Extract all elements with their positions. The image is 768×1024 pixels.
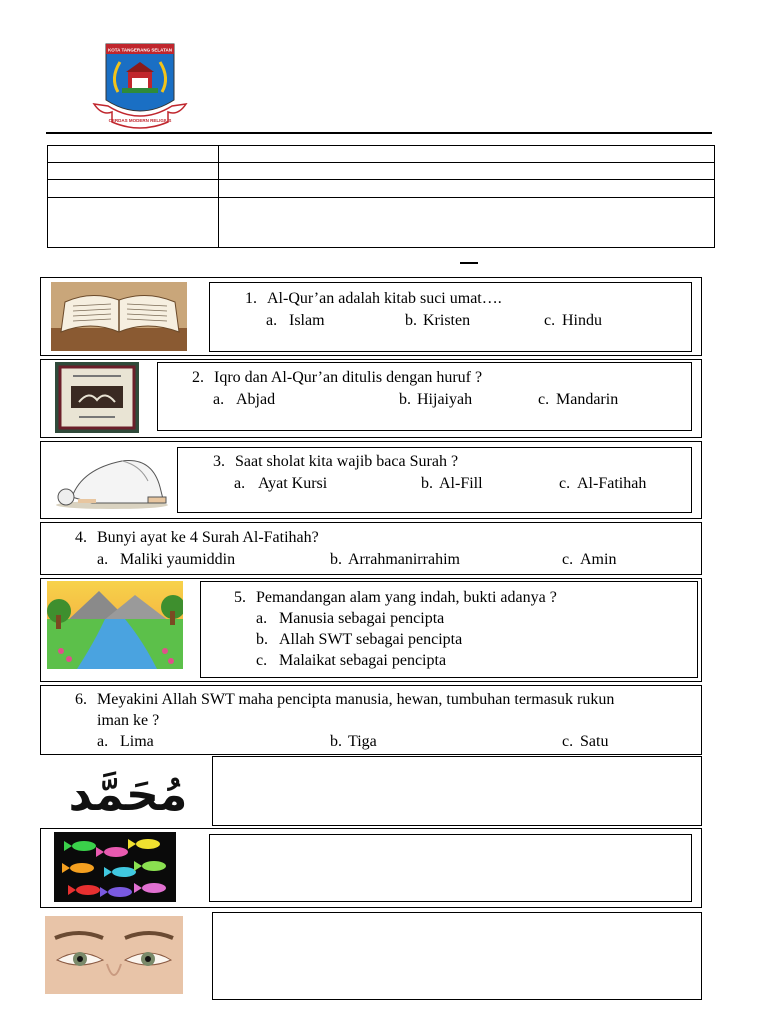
emblem-top-text: KOTA TANGERANG SELATAN: [108, 47, 172, 53]
question-number: 5.: [234, 589, 246, 606]
option-text[interactable]: Islam: [289, 312, 325, 329]
answer-box-1[interactable]: [212, 756, 702, 826]
option-letter[interactable]: c.: [538, 391, 550, 408]
identity-value-cell[interactable]: [219, 163, 715, 180]
option-text[interactable]: Allah SWT sebagai pencipta: [279, 631, 463, 648]
option-text[interactable]: Tiga: [348, 733, 377, 750]
option-letter[interactable]: a.: [266, 312, 278, 329]
question-text: Iqro dan Al-Qur’an ditulis dengan huruf ?: [214, 369, 483, 386]
identity-label-cell: [48, 198, 219, 248]
question-3: [0, 451, 768, 495]
question-number: 3.: [213, 453, 225, 470]
option-letter[interactable]: c.: [562, 733, 574, 750]
identity-value-cell[interactable]: [219, 146, 715, 163]
identity-value-cell[interactable]: [219, 198, 715, 248]
section-dash: [460, 262, 478, 264]
answer-box-3[interactable]: [212, 912, 702, 1000]
option-letter[interactable]: b.: [256, 631, 268, 648]
identity-label-cell: [48, 146, 219, 163]
question-1: [0, 288, 768, 332]
option-text[interactable]: Hindu: [562, 312, 602, 329]
eyes-icon: [45, 916, 183, 994]
option-text[interactable]: Manusia sebagai pencipta: [279, 610, 445, 627]
option-letter[interactable]: a.: [256, 610, 268, 627]
option-letter[interactable]: c.: [562, 551, 574, 568]
option-letter[interactable]: b.: [330, 733, 342, 750]
question-number: 4.: [75, 529, 87, 546]
emblem-bottom-text: CERDAS MODERN RELIGIUS: [108, 118, 172, 123]
option-letter[interactable]: a.: [213, 391, 225, 408]
school-emblem: [92, 42, 188, 132]
option-text[interactable]: Ayat Kursi: [258, 475, 328, 492]
option-text[interactable]: Al-Fatihah: [577, 475, 647, 492]
question-text: iman ke ?: [97, 712, 160, 729]
answer-box-2[interactable]: [209, 834, 692, 902]
option-letter[interactable]: b.: [421, 475, 433, 492]
option-text[interactable]: Lima: [120, 733, 154, 750]
question-6: [0, 689, 768, 753]
identity-value-cell[interactable]: [219, 180, 715, 198]
option-letter[interactable]: a.: [234, 475, 246, 492]
question-text: Bunyi ayat ke 4 Surah Al-Fatihah?: [97, 529, 319, 546]
option-letter[interactable]: c.: [256, 652, 268, 669]
option-text[interactable]: Hijaiyah: [417, 391, 473, 408]
question-2: [0, 367, 768, 411]
fish-icon: [54, 832, 176, 902]
option-text[interactable]: Al-Fill: [439, 475, 483, 492]
header-divider: [46, 132, 712, 134]
option-text[interactable]: Arrahmanirrahim: [348, 551, 460, 568]
option-letter[interactable]: a.: [97, 733, 109, 750]
question-text: Meyakini Allah SWT maha pencipta manusia, hewan, tumbuhan termasuk rukun: [97, 691, 615, 708]
question-4: [0, 527, 768, 571]
option-letter[interactable]: b.: [405, 312, 417, 329]
option-text[interactable]: Mandarin: [556, 391, 619, 408]
option-text[interactable]: Amin: [580, 551, 617, 568]
identity-label-cell: [48, 163, 219, 180]
identity-label-cell: [48, 180, 219, 198]
question-text: Pemandangan alam yang indah, bukti adanya ?: [256, 589, 557, 606]
question-5: [0, 587, 768, 675]
option-letter[interactable]: a.: [97, 551, 109, 568]
option-text[interactable]: Kristen: [423, 312, 471, 329]
option-letter[interactable]: c.: [544, 312, 556, 329]
option-letter[interactable]: b.: [399, 391, 411, 408]
option-text[interactable]: Malaikat sebagai pencipta: [279, 652, 447, 669]
question-number: 1.: [245, 290, 257, 307]
option-letter[interactable]: c.: [559, 475, 571, 492]
option-letter[interactable]: b.: [330, 551, 342, 568]
option-text[interactable]: Satu: [580, 733, 609, 750]
question-number: 6.: [75, 691, 87, 708]
option-text[interactable]: Maliki yaumiddin: [120, 551, 236, 568]
calligraphy-text: مُحَمَّد: [68, 767, 188, 821]
muhammad-calligraphy-icon: [40, 758, 210, 826]
identity-table: [47, 145, 715, 248]
question-text: Saat sholat kita wajib baca Surah ?: [235, 453, 459, 470]
question-text: Al-Qur’an adalah kitab suci umat….: [267, 290, 502, 307]
option-text[interactable]: Abjad: [236, 391, 276, 408]
question-number: 2.: [192, 369, 204, 386]
